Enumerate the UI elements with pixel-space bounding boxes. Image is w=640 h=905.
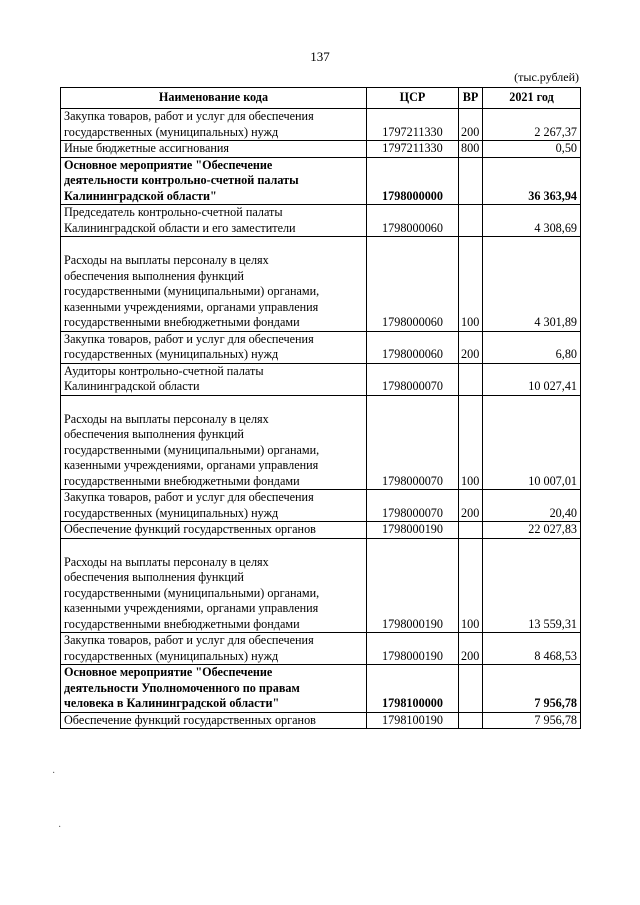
row-amount: 2 267,37 (483, 109, 581, 141)
row-name (61, 538, 367, 633)
row-name-line: деятельности контрольно-счетной палаты (64, 173, 299, 187)
row-name-line: Закупка товаров, работ и услуг для обеспечения (64, 331, 314, 346)
row-csr: 1797211330 (367, 141, 459, 158)
row-vr: 200 (459, 331, 483, 363)
row-amount: 36 363,94 (483, 157, 581, 205)
row-csr: 1798000190 (367, 633, 459, 665)
row-name-line: человека в Калининградской области" (64, 696, 280, 710)
row-name-line: Обеспечение функций государственных органов (64, 522, 316, 536)
row-name (61, 395, 367, 490)
row-amount: 22 027,83 (483, 522, 581, 539)
row-vr (459, 712, 483, 729)
row-amount: 13 559,31 (483, 538, 581, 633)
row-name-line: казенными учреждениями, органами управления (64, 299, 319, 314)
row-name (61, 157, 367, 205)
row-name (61, 109, 367, 141)
row-name (61, 490, 367, 522)
row-name (61, 522, 367, 539)
row-name-line: казенными учреждениями, органами управления (64, 601, 319, 615)
row-amount: 6,80 (483, 331, 581, 363)
budget-table (60, 87, 581, 729)
table-row (61, 665, 581, 713)
row-name (61, 237, 367, 332)
row-csr: 1798000060 (367, 237, 459, 332)
row-name-line: государственными (муниципальными) органами, (64, 284, 320, 298)
table-row (61, 157, 581, 205)
row-name-line: Калининградской области и его заместители (64, 220, 296, 235)
row-csr: 1798000070 (367, 363, 459, 395)
row-name (61, 665, 367, 713)
row-vr: 100 (459, 395, 483, 490)
row-csr: 1798000070 (367, 395, 459, 490)
row-name (61, 363, 367, 395)
table-row (61, 712, 581, 729)
row-csr: 1798000060 (367, 205, 459, 237)
table-row (61, 205, 581, 237)
row-csr: 1798000070 (367, 490, 459, 522)
scan-mark: · (52, 768, 56, 779)
row-amount: 0,50 (483, 141, 581, 158)
row-name-line: Расходы на выплаты персоналу в целях (64, 554, 269, 569)
table-row (61, 237, 581, 332)
row-name-line: государственными (муниципальными) органами, (64, 585, 320, 600)
row-name (61, 633, 367, 665)
row-name (61, 712, 367, 729)
row-name-line: государственными внебюджетными фондами (64, 315, 300, 329)
row-name-line: Закупка товаров, работ и услуг для обеспечения (64, 109, 314, 123)
header-csr: ЦСР (367, 88, 459, 109)
row-vr: 200 (459, 633, 483, 665)
row-csr: 1798100190 (367, 712, 459, 729)
row-name (61, 205, 367, 237)
row-vr: 200 (459, 109, 483, 141)
row-name-line: Аудиторы контрольно-счетной палаты (64, 363, 264, 378)
table-row (61, 538, 581, 633)
row-name (61, 331, 367, 363)
page-number: 137 (310, 49, 330, 64)
row-name-line: государственных (муниципальных) нужд (64, 124, 279, 139)
row-vr (459, 363, 483, 395)
row-vr (459, 205, 483, 237)
row-name-line: Калининградской области" (64, 188, 217, 203)
row-name-line: Обеспечение функций государственных органов (64, 712, 316, 727)
row-csr: 1798000190 (367, 522, 459, 539)
row-vr: 800 (459, 141, 483, 158)
table-header-row (61, 88, 581, 109)
row-vr (459, 522, 483, 539)
row-csr: 1798000000 (367, 157, 459, 205)
table-row (61, 141, 581, 158)
header-name: Наименование кода (61, 88, 367, 109)
row-name-line: Основное мероприятие "Обеспечение (64, 665, 273, 679)
row-amount: 7 956,78 (483, 712, 581, 729)
row-amount: 4 301,89 (483, 237, 581, 332)
row-name-line: обеспечения выполнения функций (64, 570, 244, 584)
row-amount: 4 308,69 (483, 205, 581, 237)
row-amount: 7 956,78 (483, 665, 581, 713)
row-name-line: деятельности Уполномоченного по правам (64, 680, 300, 695)
row-name-line: Иные бюджетные ассигнования (64, 141, 230, 155)
row-amount: 8 468,53 (483, 633, 581, 665)
row-name-line: Калининградской области (64, 379, 200, 393)
table-row (61, 109, 581, 141)
table-row (61, 522, 581, 539)
row-name-line: государственными внебюджетными фондами (64, 616, 300, 631)
header-vr: ВР (459, 88, 483, 109)
row-name-line: Основное мероприятие "Обеспечение (64, 157, 273, 172)
row-name-line: обеспечения выполнения функций (64, 427, 244, 441)
row-name-line: государственными внебюджетными фондами (64, 473, 300, 488)
row-vr: 200 (459, 490, 483, 522)
row-vr (459, 665, 483, 713)
scan-mark: · (58, 822, 62, 833)
row-name-line: государственных (муниципальных) нужд (64, 505, 279, 520)
row-name-line: Закупка товаров, работ и услуг для обеспечения (64, 490, 314, 504)
row-amount: 10 027,41 (483, 363, 581, 395)
row-amount: 10 007,01 (483, 395, 581, 490)
row-name-line: Председатель контрольно-счетной палаты (64, 205, 283, 219)
row-name-line: государственными (муниципальными) органами, (64, 442, 320, 457)
row-vr: 100 (459, 237, 483, 332)
row-vr (459, 157, 483, 205)
row-amount: 20,40 (483, 490, 581, 522)
table-row (61, 490, 581, 522)
table-body (61, 109, 581, 729)
table-row (61, 633, 581, 665)
row-name-line: Расходы на выплаты персоналу в целях (64, 411, 269, 426)
row-csr: 1798000060 (367, 331, 459, 363)
table-row (61, 395, 581, 490)
row-name-line: Расходы на выплаты персоналу в целях (64, 253, 269, 267)
row-vr: 100 (459, 538, 483, 633)
row-name-line: Закупка товаров, работ и услуг для обеспечения (64, 633, 314, 647)
row-csr: 1797211330 (367, 109, 459, 141)
row-name-line: обеспечения выполнения функций (64, 268, 244, 283)
row-name (61, 141, 367, 158)
row-csr: 1798100000 (367, 665, 459, 713)
table-row (61, 363, 581, 395)
row-csr: 1798000190 (367, 538, 459, 633)
table-row (61, 331, 581, 363)
units-note: (тыс.рублей) (514, 70, 579, 84)
row-name-line: государственных (муниципальных) нужд (64, 347, 279, 361)
row-name-line: государственных (муниципальных) нужд (64, 648, 279, 663)
header-year: 2021 год (483, 88, 581, 109)
row-name-line: казенными учреждениями, органами управления (64, 458, 319, 472)
